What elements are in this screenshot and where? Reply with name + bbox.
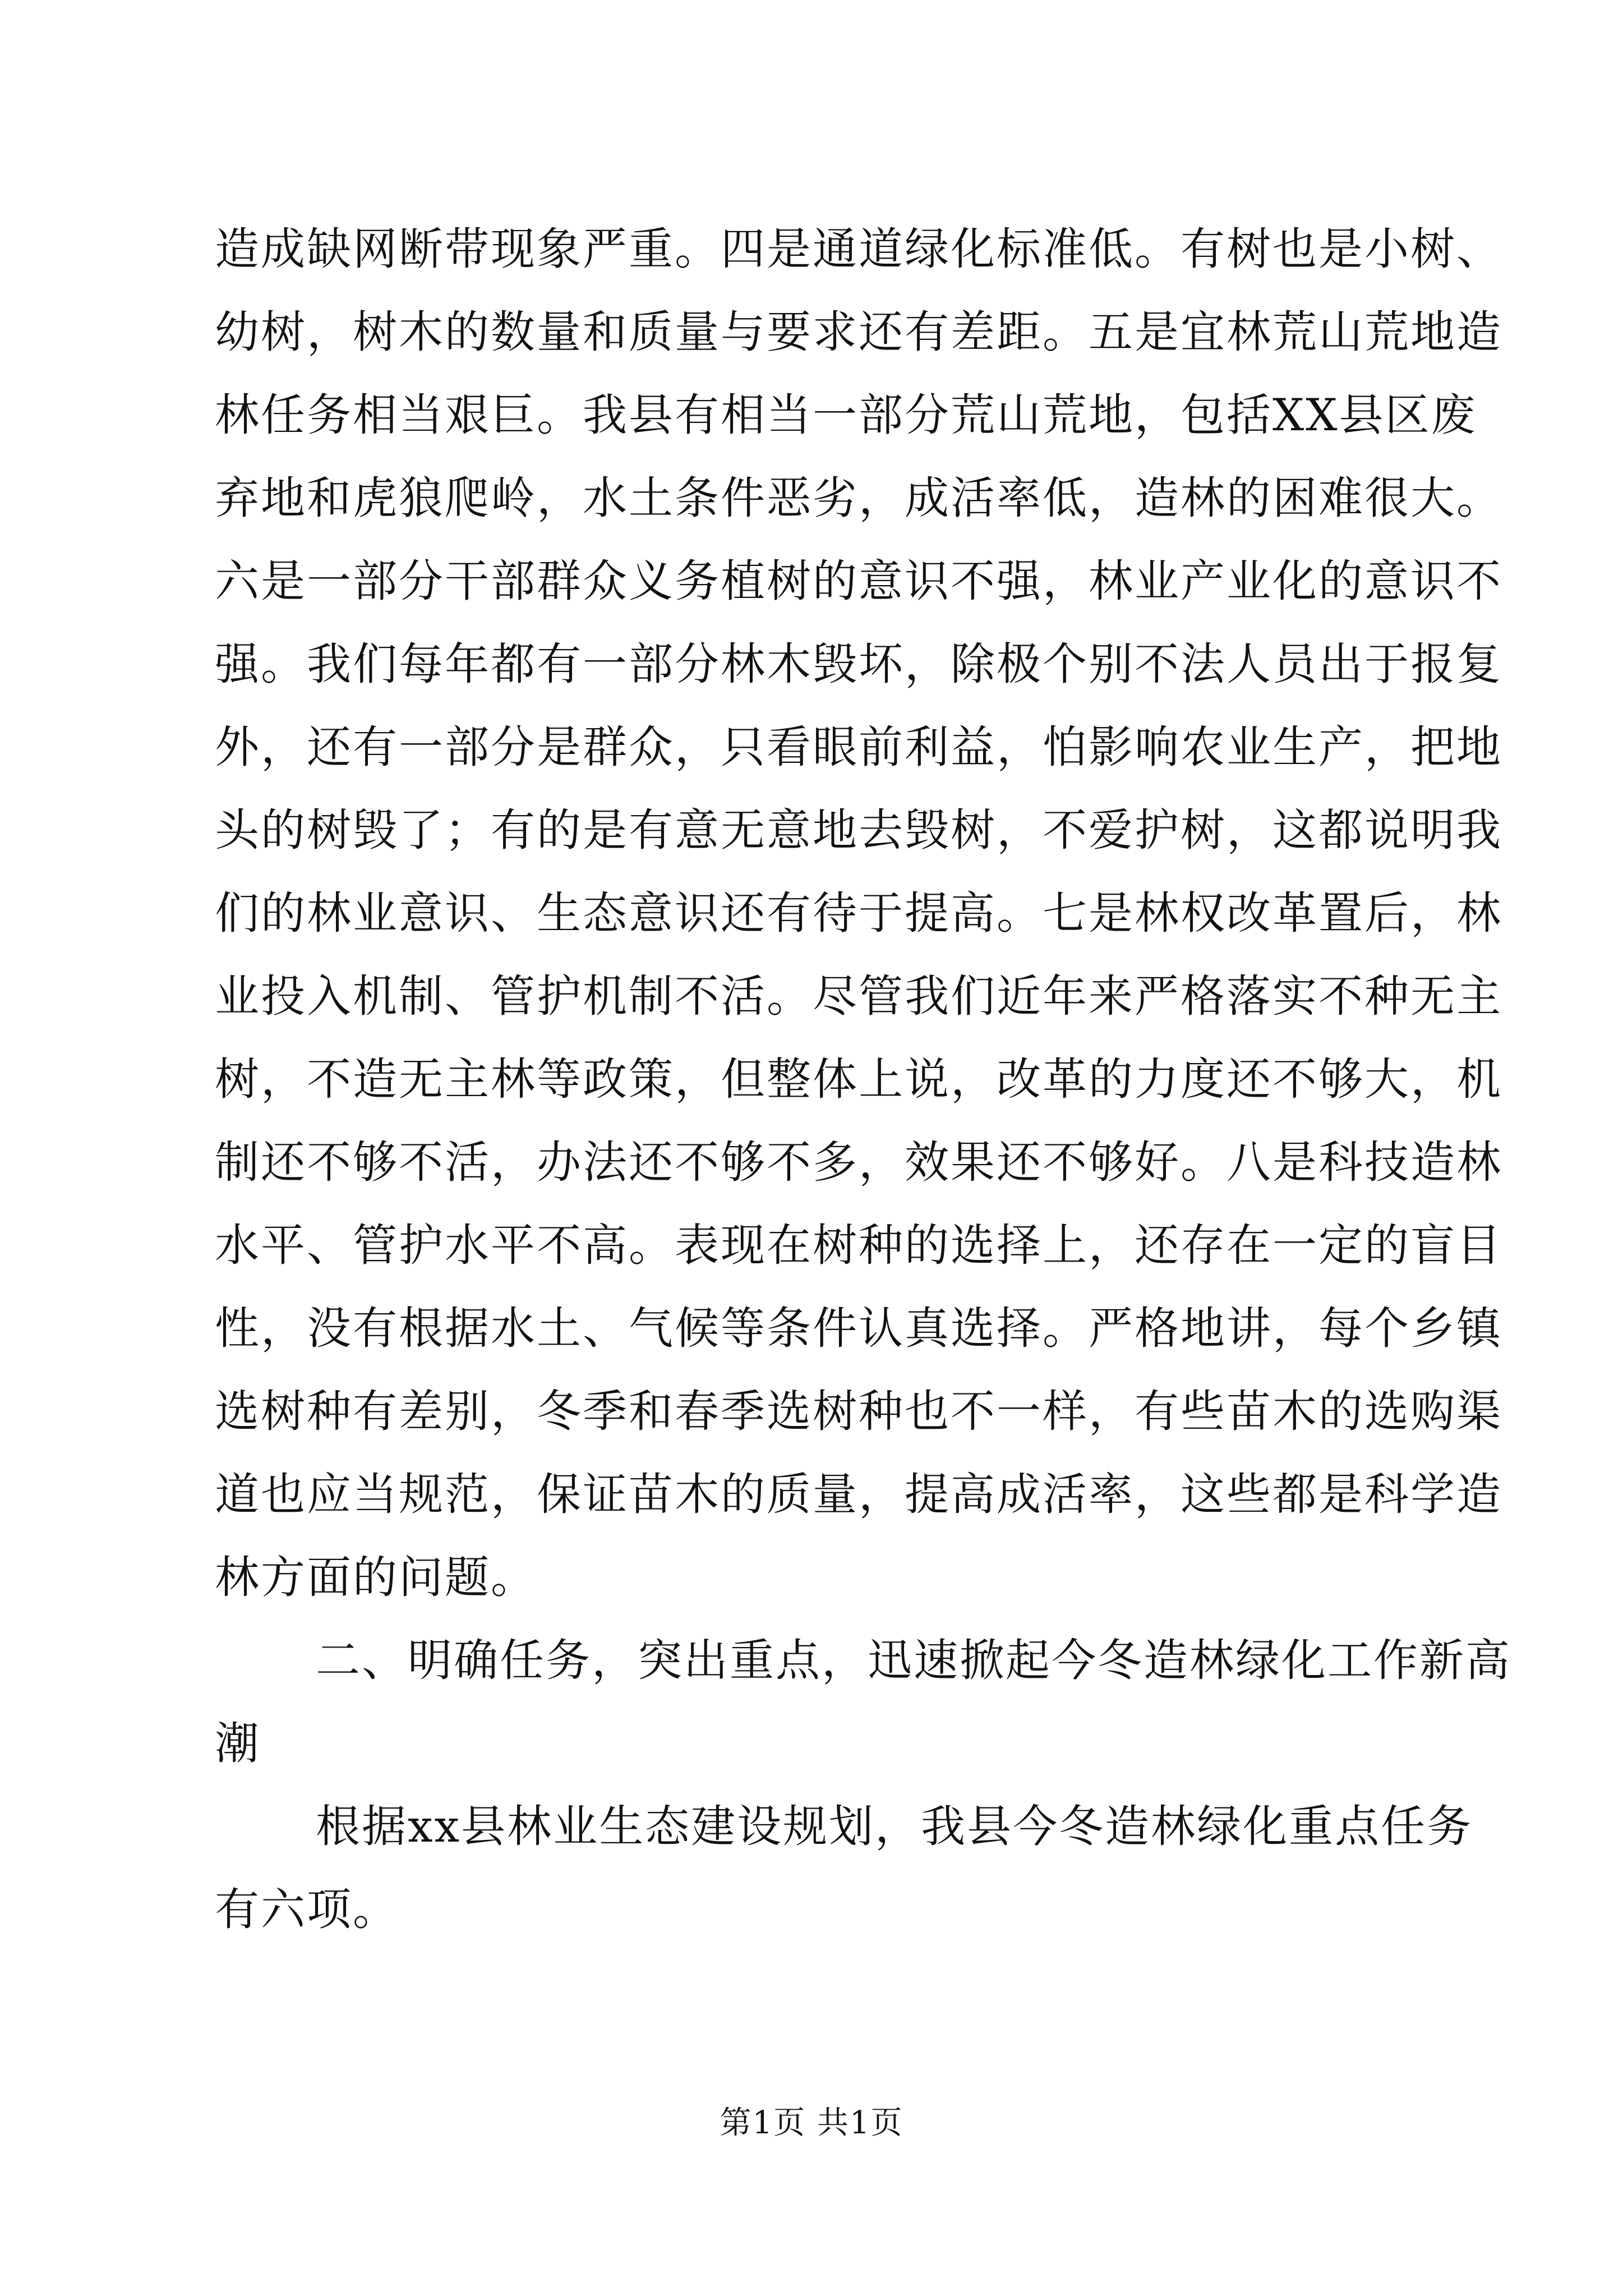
- page-footer: 第1页 共1页: [720, 2105, 903, 2141]
- body-line: 林任务相当艰巨。我县有相当一部分荒山荒地，包括XX县区废: [215, 389, 1477, 441]
- section-heading: 二、明确任务，突出重点，迅速掀起今冬造林绿化工作新高: [316, 1635, 1511, 1686]
- body-line: 林方面的问题。: [215, 1552, 537, 1603]
- paragraph-line: 有六项。: [215, 1884, 399, 1935]
- body-line: 造成缺网断带现象严重。四是通道绿化标准低。有树也是小树、: [215, 223, 1502, 275]
- body-line: 选树种有差别，冬季和春季选树种也不一样，有些苗木的选购渠: [215, 1386, 1502, 1437]
- body-line: 六是一部分干部群众义务植树的意识不强，林业产业化的意识不: [215, 555, 1502, 607]
- body-line: 道也应当规范，保证苗木的质量，提高成活率，这些都是科学造: [215, 1469, 1502, 1520]
- body-line: 树，不造无主林等政策，但整体上说，改革的力度还不够大，机: [215, 1053, 1502, 1105]
- document-body: [215, 208, 1511, 1951]
- body-line: 强。我们每年都有一部分林木毁坏，除极个别不法人员出于报复: [215, 638, 1502, 690]
- section-heading-continuation: 潮: [215, 1718, 261, 1769]
- body-line: 业投入机制、管护机制不活。尽管我们近年来严格落实不种无主: [215, 970, 1502, 1022]
- body-line: 外，还有一部分是群众，只看眼前利益，怕影响农业生产，把地: [215, 721, 1502, 773]
- body-line: 性，没有根据水土、气候等条件认真选择。严格地讲，每个乡镇: [215, 1303, 1502, 1354]
- body-line: 水平、管护水平不高。表现在树种的选择上，还存在一定的盲目: [215, 1220, 1502, 1271]
- paragraph-line: 根据xx县林业生态建设规划，我县今冬造林绿化重点任务: [316, 1801, 1473, 1852]
- body-line: 幼树，树木的数量和质量与要求还有差距。五是宜林荒山荒地造: [215, 306, 1502, 358]
- body-line: 弃地和虎狼爬岭，水土条件恶劣，成活率低，造林的困难很大。: [215, 472, 1502, 524]
- body-line: 头的树毁了；有的是有意无意地去毁树，不爱护树，这都说明我: [215, 804, 1502, 856]
- body-line: 制还不够不活，办法还不够不多，效果还不够好。八是科技造林: [215, 1137, 1502, 1188]
- body-line: 们的林业意识、生态意识还有待于提高。七是林权改革置后，林: [215, 887, 1502, 939]
